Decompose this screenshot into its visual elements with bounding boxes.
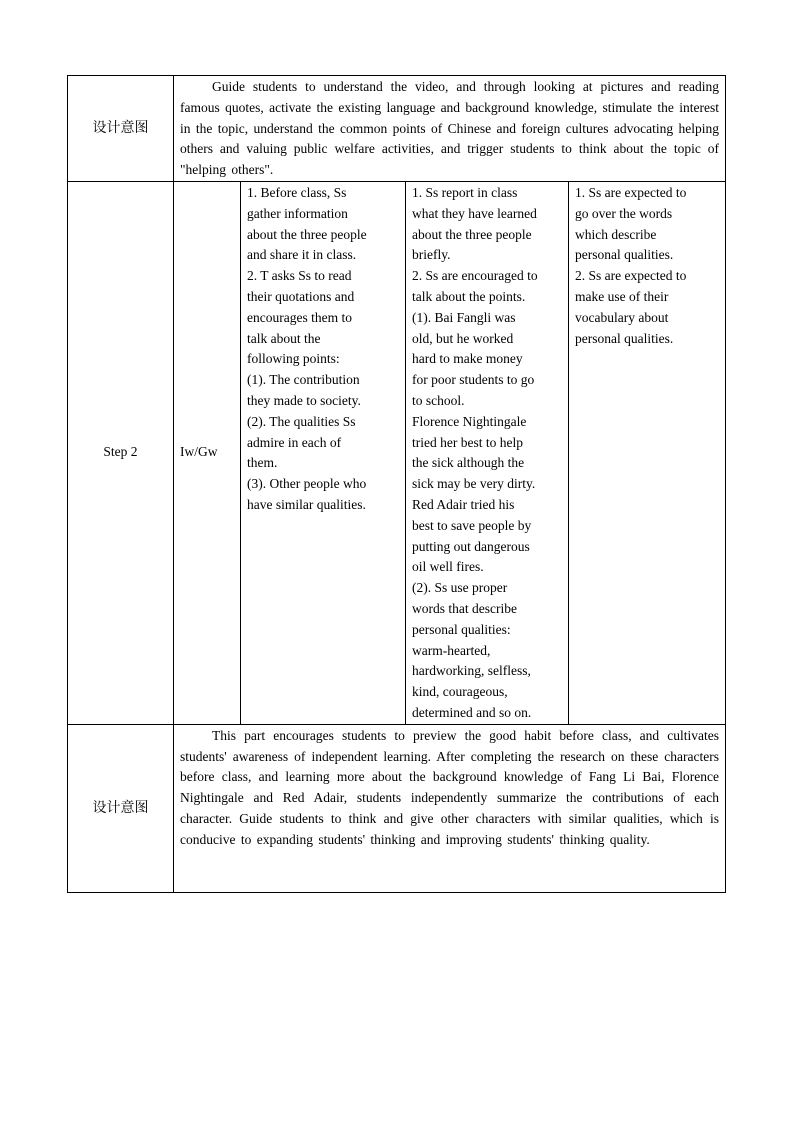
student-activity-line: for poor students to go (412, 372, 535, 388)
expected-outcome-line: 2. Ss are expected to (575, 268, 687, 284)
student-activity-line: Florence Nightingale (412, 413, 527, 429)
student-activity-line: old, but he worked (412, 330, 514, 346)
student-activity-line: briefly. (412, 247, 451, 263)
step-label: Step 2 (68, 181, 174, 724)
expected-outcome-line: personal qualities. (575, 330, 674, 346)
teacher-activity-line: their quotations and (247, 288, 355, 304)
expected-outcome-line: make use of their (575, 288, 669, 304)
student-activity-line: words that describe (412, 600, 517, 616)
teacher-activity-line: have similar qualities. (247, 496, 366, 512)
lesson-plan-table (67, 75, 726, 893)
student-activity-line: (1). Bai Fangli was (412, 309, 516, 325)
teacher-activity-line: talk about the (247, 330, 321, 346)
student-activity-line: personal qualities: (412, 621, 511, 637)
design-intent-paragraph: Guide students to understand the video, and through looking at pictures and reading famous quotes, activate the existing language and background knowledge, stimulate the interest in the topic, understand the common points of Chinese and foreign cultures advocating helping others and valuing public welfare activities, and trigger students to think about the topic of "helping others". (180, 79, 720, 178)
teacher-activity-line: 2. T asks Ss to read (247, 268, 352, 284)
student-activity-line: warm-hearted, (412, 642, 491, 658)
expected-outcome-line: 1. Ss are expected to (575, 184, 687, 200)
design-intent-paragraph: This part encourages students to preview the good habit before class, and cultivates students' awareness of independent learning. After completing the research on these characters before class, and learning more about the background knowledge of Fang Li Bai, Florence Nightingale and Red Adair, students independently summarize the contributions of each character. Guide students to think and give other characters with similar qualities, which is conducive to expanding students' thinking and improving students' thinking quality. (180, 727, 720, 847)
student-activity-line: the sick although the (412, 455, 525, 471)
student-activity-line: Red Adair tried his (412, 496, 515, 512)
student-activity-line: determined and so on. (412, 704, 532, 720)
student-activity-line: tried her best to help (412, 434, 523, 450)
student-activity-cell (406, 181, 569, 724)
teacher-activity-line: following points: (247, 351, 340, 367)
teacher-activity-line: (1). The contribution (247, 372, 360, 388)
design-intent-label: 设计意图 (68, 724, 174, 892)
interaction-mode: Iw/Gw (174, 181, 241, 724)
student-activity-line: putting out dangerous (412, 538, 530, 554)
student-activity-line: oil well fires. (412, 559, 484, 575)
expected-outcome-cell (569, 181, 726, 724)
expected-outcome-line: personal qualities. (575, 247, 674, 263)
teacher-activity-line: (3). Other people who (247, 476, 367, 492)
teacher-activity-line: they made to society. (247, 392, 361, 408)
student-activity-line: kind, courageous, (412, 684, 508, 700)
student-activity-line: (2). Ss use proper (412, 580, 508, 596)
student-activity-line: to school. (412, 392, 465, 408)
teacher-activity-line: about the three people (247, 226, 367, 242)
student-activity-line: 1. Ss report in class (412, 184, 518, 200)
student-activity-line: about the three people (412, 226, 532, 242)
design-intent-label: 设计意图 (68, 76, 174, 182)
teacher-activity-cell (241, 181, 406, 724)
student-activity-line: sick may be very dirty. (412, 476, 536, 492)
design-intent-row-2 (68, 724, 726, 892)
student-activity-line: hardworking, selfless, (412, 663, 531, 679)
design-intent-row-1 (68, 76, 726, 182)
teacher-activity-line: them. (247, 455, 278, 471)
student-activity-line: 2. Ss are encouraged to (412, 268, 538, 284)
expected-outcome-line: vocabulary about (575, 309, 669, 325)
design-intent-text (174, 76, 726, 182)
teacher-activity-line: admire in each of (247, 434, 342, 450)
student-activity-line: what they have learned (412, 205, 537, 221)
teacher-activity-line: encourages them to (247, 309, 352, 325)
student-activity-line: talk about the points. (412, 288, 526, 304)
expected-outcome-line: go over the words (575, 205, 673, 221)
design-intent-text (174, 724, 726, 892)
teacher-activity-line: 1. Before class, Ss (247, 184, 347, 200)
teacher-activity-line: (2). The qualities Ss (247, 413, 356, 429)
student-activity-line: hard to make money (412, 351, 523, 367)
teacher-activity-line: gather information (247, 205, 348, 221)
student-activity-line: best to save people by (412, 517, 532, 533)
teacher-activity-line: and share it in class. (247, 247, 357, 263)
step-2-row (68, 181, 726, 724)
expected-outcome-line: which describe (575, 226, 657, 242)
